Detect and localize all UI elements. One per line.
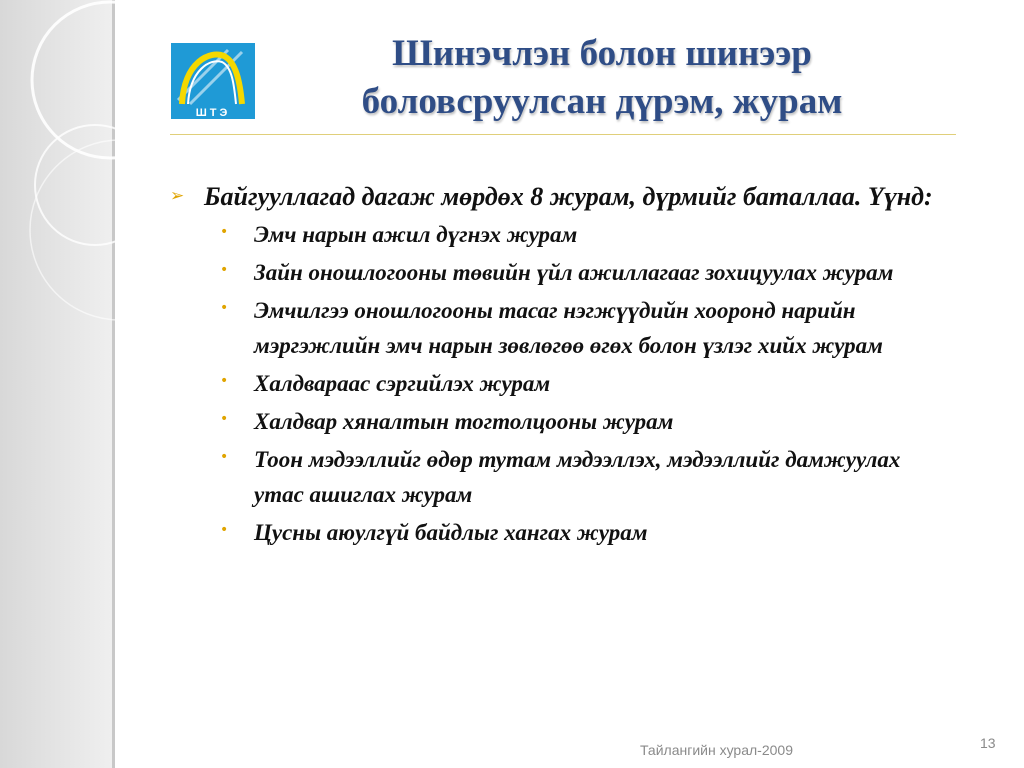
slide-content [170,178,970,553]
arrow-bullet-icon: ➢ [170,186,185,206]
list-item [220,515,970,550]
title-divider [170,134,956,135]
list-item [220,293,970,363]
title-line-1: Шинэчлэн болон шинээр [392,33,812,74]
list-item-text: Цусны аюулгүй байдлыг хангах журам [254,520,648,545]
list-item [220,442,970,512]
list-item [220,366,970,401]
dot-bullet-icon: • [220,449,229,465]
title-line-2: боловсруулсан дүрэм, журам [361,81,843,122]
page-number: 13 [980,735,996,751]
dot-bullet-icon: • [220,262,229,278]
list-item-text: Зайн оношлогооны төвийн үйл ажиллагааг зохицуулах журам [254,260,894,285]
list-item [220,404,970,439]
list-item-text: Эмч нарын ажил дүгнэх журам [254,222,578,247]
logo-text: ШТЭ [195,107,231,119]
main-bullet-text: Байгууллагад дагаж мөрдөх 8 журам, дүрмийг баталлаа. Үүнд: [204,182,933,211]
left-band-edge [112,0,115,768]
page-title [262,30,942,126]
list-item-text: Халдвар хяналтын тогтолцооны журам [254,409,674,434]
list-item-text: Эмчилгээ оношлогооны тасаг нэгжүүдийн хооронд нарийн мэргэжлийн эмч нарын зөвлөгөө өгөх болон үзлэг хийх журам [254,298,883,358]
sub-list [220,217,970,550]
list-item [220,255,970,290]
list-item-text: Тоон мэдээллийг өдөр тутам мэдээллэх, мэдээллийг дамжуулах утас ашиглах журам [254,447,901,507]
left-decorative-band [0,0,112,768]
main-bullet [170,178,970,215]
dot-bullet-icon: • [220,373,229,389]
dot-bullet-icon: • [220,224,229,240]
list-item-text: Халдвараас сэргийлэх журам [254,371,551,396]
arch-logo-icon [170,42,256,120]
list-item [220,217,970,252]
footer-text: Тайлангийн хурал-2009 [640,742,793,758]
dot-bullet-icon: • [220,522,229,538]
dot-bullet-icon: • [220,300,229,316]
dot-bullet-icon: • [220,411,229,427]
